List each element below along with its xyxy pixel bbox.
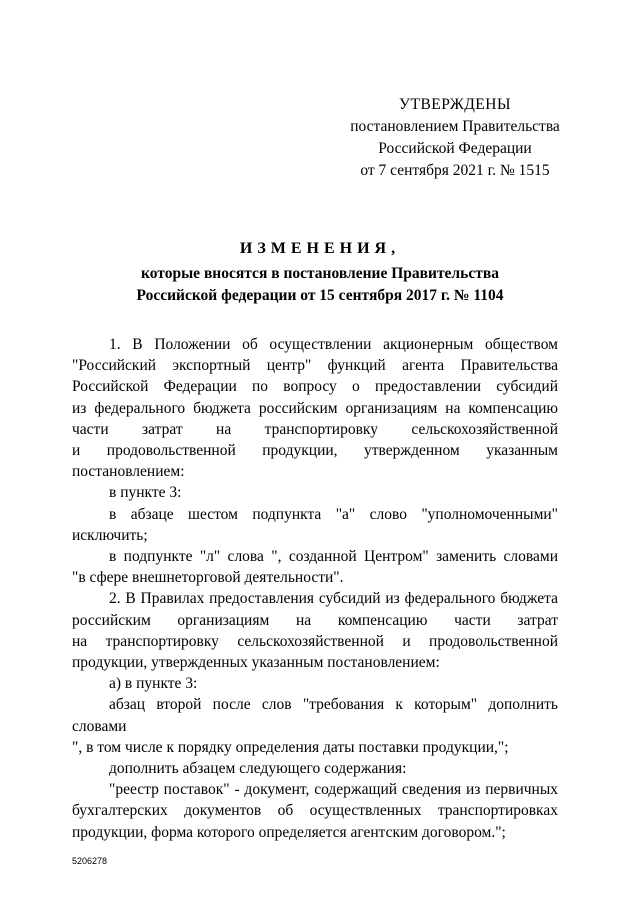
body-line: Российской Федерации по вопросу о предоставлении субсидий xyxy=(72,378,558,396)
body-line: дополнить абзацем следующего содержания: xyxy=(109,760,407,778)
approval-date-number: от 7 сентября 2021 г. № 1515 xyxy=(360,162,550,179)
body-line: продукции, форма которого определяется агентским договором."; xyxy=(72,823,506,841)
body-line: 2. В Правилах предоставления субсидий из федерального бюджета xyxy=(109,590,558,608)
body-line: части затрат на транспортировку сельскохозяйственной xyxy=(72,420,558,438)
document-title: ИЗМЕНЕНИЯ, xyxy=(239,240,401,257)
body-line: на транспортировку сельскохозяйственной и продовольственной xyxy=(72,632,558,650)
body-line: российским организациям на компенсацию части затрат xyxy=(72,611,558,629)
body-line: "Российский экспортный центр" функций агента Правительства xyxy=(72,357,558,375)
body-line: и продовольственной продукции, утвержденном указанным xyxy=(72,442,558,460)
body-line: в пункте 3: xyxy=(109,484,182,502)
body-line: исключить; xyxy=(72,526,148,544)
body-line: ", в том числе к порядку определения даты поставки продукции,"; xyxy=(72,738,509,756)
subtitle-line: которые вносятся в постановление Правительства xyxy=(141,265,499,282)
approval-stamp xyxy=(330,94,580,182)
approval-heading: УТВЕРЖДЕНЫ xyxy=(399,96,511,113)
body-line: "в сфере внешнеторговой деятельности". xyxy=(72,569,344,587)
body-line: бухгалтерских документов об осуществленных транспортировках xyxy=(72,802,558,820)
document-code: 5206278 xyxy=(72,856,108,866)
body-line: из федерального бюджета российским организациям на компенсацию xyxy=(72,399,558,417)
body-line: продукции, утвержденных указанным постановлением: xyxy=(72,654,440,672)
body-line: абзац второй после слов "требования к которым" дополнить словами xyxy=(72,696,558,735)
body-line: постановлением: xyxy=(72,463,185,481)
approval-line: постановлением Правительства xyxy=(350,118,560,135)
body-line: в подпункте "л" слова ", созданной Центром" заменить словами xyxy=(109,548,558,566)
document-subtitle xyxy=(0,263,640,307)
body-line: 1. В Положении об осуществлении акционерным обществом xyxy=(109,336,558,353)
body-line: в абзаце шестом подпункта "а" слово "уполномоченными" xyxy=(109,505,558,523)
body-line: "реестр поставок" - документ, содержащий сведения из первичных xyxy=(109,781,558,799)
document-body xyxy=(72,334,558,843)
body-line: а) в пункте 3: xyxy=(109,675,198,693)
subtitle-line: Российской федерации от 15 сентября 2017 г. № 1104 xyxy=(136,287,504,304)
approval-line: Российской Федерации xyxy=(378,140,532,157)
